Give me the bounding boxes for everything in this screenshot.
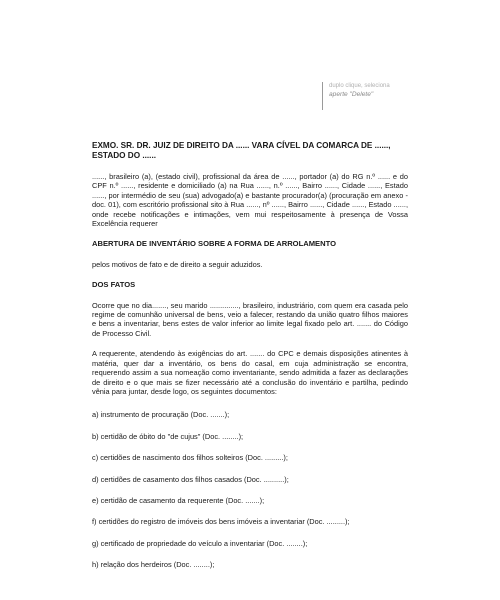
document-item-h: h) relação dos herdeiros (Doc. ........); <box>92 560 215 570</box>
petition-document <box>92 141 408 570</box>
facts-paragraph-2: A requerente, atendendo às exigências do art. ....... do CPC e demais disposições atinentes à matéria, quer dar a inventário, os bens do casal, em cuja administração se encontra, requerendo assim a sua nomeação como inventariante, sendo admitida a fazer as declarações de direito e o que mais se fizer necessário até a conclusão do inventário e partilha, pedindo vênia para juntar, desde logo, os seguintes documentos: <box>92 349 408 396</box>
facts-paragraph-1: Ocorre que no dia......., seu marido .............., brasileiro, industriário, com quem era casada pelo regime de comunhão universal de bens, veio a falecer, restando da união quatro filhos maiores e bens a inventariar, bens estes de valor inferior ao limite legal fixado pelo art. ....... do Código de Processo Civil. <box>92 300 408 338</box>
instruction-note <box>322 82 482 110</box>
document-item-g: g) certificado de propriedade do veículo a inventariar (Doc. ........); <box>92 538 308 548</box>
note-line-2: aperte "Delete" <box>329 91 374 98</box>
addressee-heading: EXMO. SR. DR. JUIZ DE DIREITO DA ...... VARA CÍVEL DA COMARCA DE ......, ESTADO DO ...... <box>92 141 391 160</box>
action-title: ABERTURA DE INVENTÁRIO SOBRE A FORMA DE ARROLAMENTO <box>92 239 336 249</box>
document-item-c: c) certidões de nascimento dos filhos solteiros (Doc. .........); <box>92 453 288 463</box>
document-item-e: e) certidão de casamento da requerente (Doc. .......); <box>92 495 265 505</box>
document-item-a: a) instrumento de procuração (Doc. .......); <box>92 410 230 420</box>
document-item-f: f) certidões do registro de imóveis dos bens imóveis a inventariar (Doc. .........); <box>92 517 350 527</box>
document-item-b: b) certidão de óbito do "de cujus" (Doc. ........); <box>92 431 244 441</box>
facts-title: DOS FATOS <box>92 280 136 290</box>
action-reason: pelos motivos de fato e de direito a seguir aduzidos. <box>92 259 263 269</box>
document-item-d: d) certidões de casamento dos filhos casados (Doc. ..........); <box>92 474 289 484</box>
note-line-1: duplo clique, seleciona <box>329 83 390 89</box>
intro-paragraph: ......, brasileiro (a), (estado civil), profissional da área de ......, portador (a) do RG n.º ...... e do CPF n.º ......, residente e domiciliado (a) na Rua ......, n.º ......, Bairro ......, Cidade ......, Estado ......, por intermédio de seu (sua) advogado(a) e bastante procurador(a) (procuração em anexo - doc. 01), com escritório profissional sito à Rua ......, nº ......, Bairro ......, Cidade ......, Estado ......, onde recebe notificações e intimações, vem mui respeitosamente à presença de Vossa Excelência requerer <box>92 172 408 229</box>
